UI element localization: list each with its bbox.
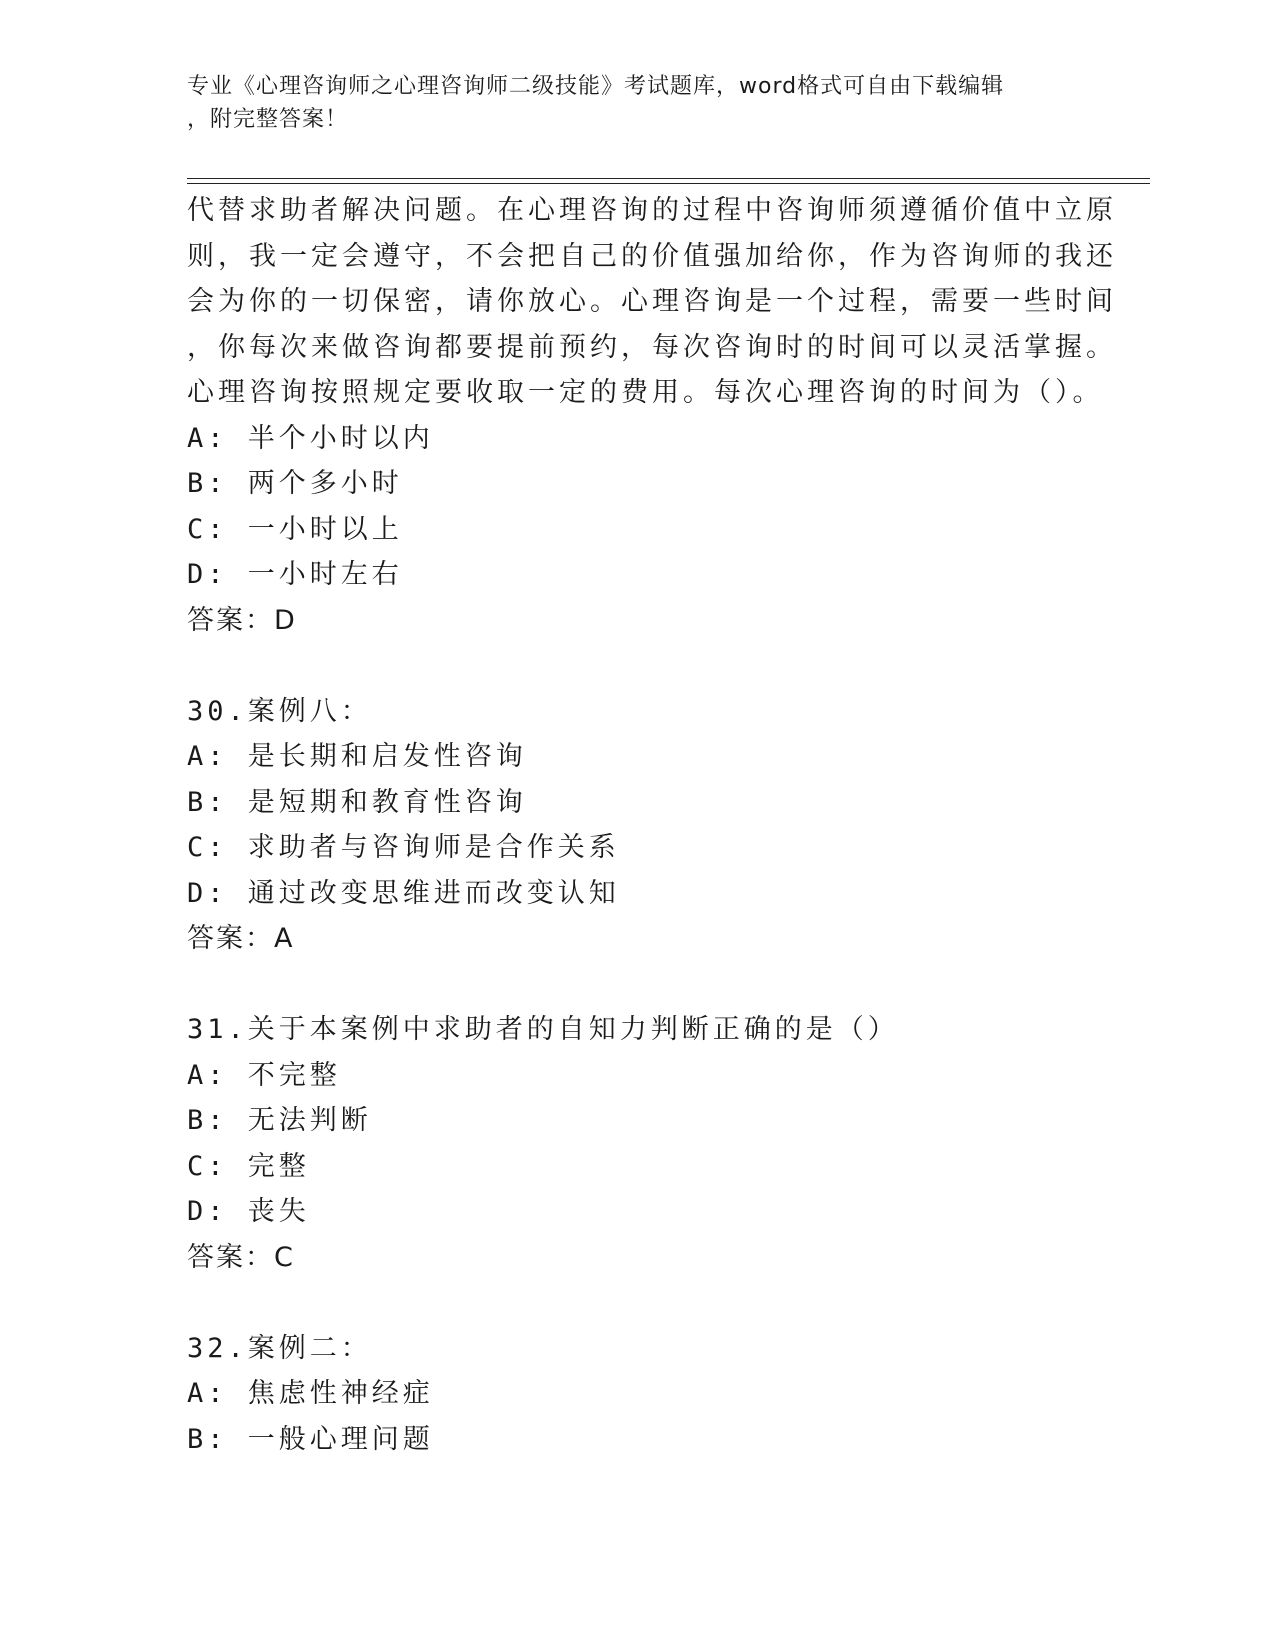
option-a: A: 焦虑性神经症 xyxy=(187,1378,434,1409)
question-stem: 32.案例二： xyxy=(187,1332,372,1364)
option-c: C: 完整 xyxy=(187,1150,310,1182)
option-a: A: 是长期和启发性咨询 xyxy=(187,741,527,772)
header-line-2: ，附完整答案！ xyxy=(187,107,349,132)
question-29-continuation xyxy=(187,188,1117,643)
stem-line: 心理咨询按照规定要收取一定的费用。每次心理咨询的时间为（）。 xyxy=(187,377,1104,408)
option-b: B: 是短期和教育性咨询 xyxy=(187,786,527,818)
answer: 答案：D xyxy=(187,604,297,636)
answer: 答案：C xyxy=(187,1241,295,1273)
option-b: B: 无法判断 xyxy=(187,1105,372,1136)
question-stem: 30.案例八： xyxy=(187,695,372,727)
option-d: D: 一小时左右 xyxy=(187,559,403,590)
header-rule-bottom xyxy=(187,183,1150,184)
question-32 xyxy=(187,1326,1087,1463)
header-rule-top xyxy=(187,178,1150,179)
option-c: C: 求助者与咨询师是合作关系 xyxy=(187,832,620,863)
question-stem: 31.关于本案例中求助者的自知力判断正确的是（） xyxy=(187,1014,899,1045)
header-line-1: 专业《心理咨询师之心理咨询师二级技能》考试题库，word格式可自由下载编辑 xyxy=(187,74,1005,99)
option-b: B: 一般心理问题 xyxy=(187,1423,434,1455)
stem-line: 则，我一定会遵守，不会把自己的价值强加给你，作为咨询师的我还 xyxy=(187,240,1117,272)
question-30 xyxy=(187,689,1087,962)
question-content xyxy=(187,188,1117,1462)
question-31 xyxy=(187,1007,1087,1280)
option-a: A: 半个小时以内 xyxy=(187,422,434,454)
option-b: B: 两个多小时 xyxy=(187,468,403,499)
option-a: A: 不完整 xyxy=(187,1059,341,1091)
option-d: D: 丧失 xyxy=(187,1196,310,1227)
option-d: D: 通过改变思维进而改变认知 xyxy=(187,877,620,909)
stem-line: ，你每次来做咨询都要提前预约，每次咨询时的时间可以灵活掌握。 xyxy=(187,331,1117,363)
page-header xyxy=(187,70,1087,136)
answer: 答案：A xyxy=(187,923,295,954)
option-c: C: 一小时以上 xyxy=(187,513,403,545)
stem-line: 会为你的一切保密，请你放心。心理咨询是一个过程，需要一些时间 xyxy=(187,286,1117,317)
stem-line: 代替求助者解决问题。在心理咨询的过程中咨询师须遵循价值中立原 xyxy=(187,195,1117,226)
